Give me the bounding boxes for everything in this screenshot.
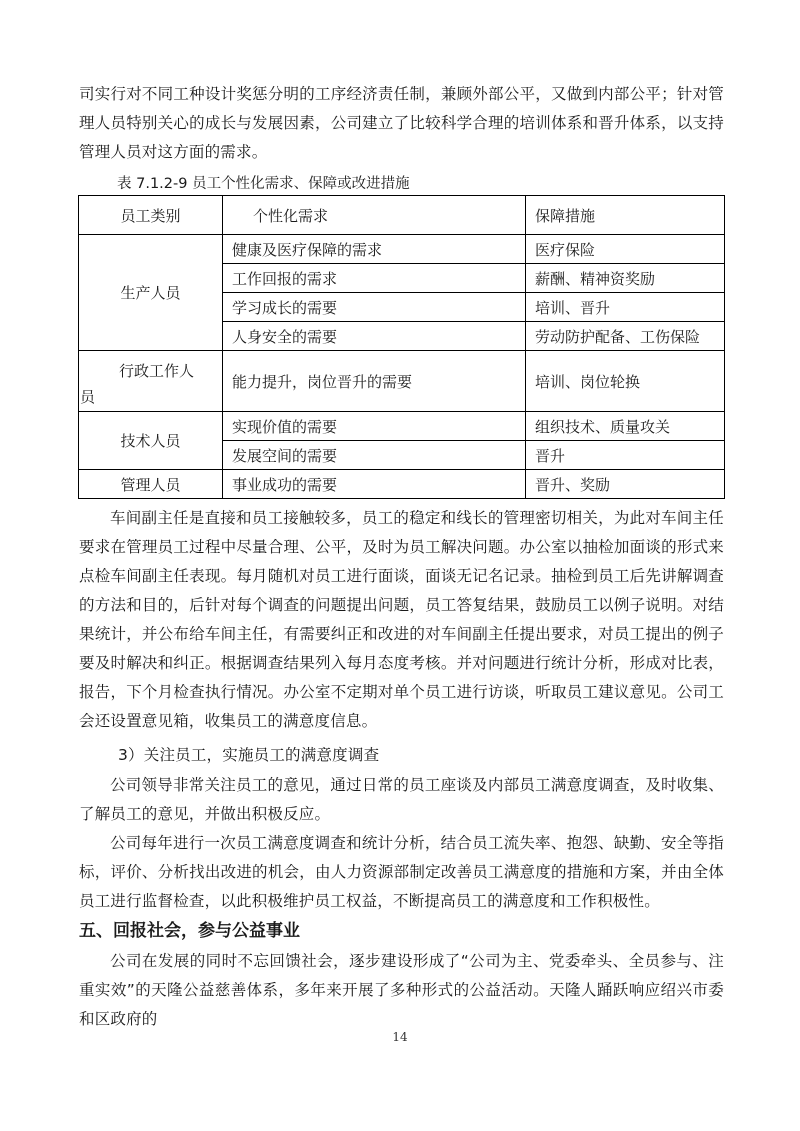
need-cell: 健康及医疗保障的需求: [223, 235, 526, 264]
need-cell: 实现价值的需要: [223, 412, 526, 441]
need-cell: 工作回报的需求: [223, 264, 526, 293]
employee-needs-table: [78, 195, 725, 499]
header-employee-category: 员工类别: [79, 196, 223, 235]
need-cell: 学习成长的需要: [223, 293, 526, 322]
paragraph-incentive-system: 司实行对不同工种设计奖惩分明的工序经济责任制，兼顾外部公平，又做到内部公平；针对管理人员特别关心的成长与发展因素，公司建立了比较科学合理的培训体系和晋升体系，以支持管理人员对这方面的需求。: [79, 85, 724, 161]
page-number: 14: [392, 1030, 408, 1044]
paragraph-deputy-director-review: 车间副主任是直接和员工接触较多，员工的稳定和线长的管理密切相关，为此对车间主任要求在管理员工过程中尽量合理、公平，及时为员工解决问题。办公室以抽检加面谈的形式来点检车间副主任表现。每月随机对员工进行面谈，面谈无记名记录。抽检到员工后先讲解调查的方法和目的，后针对每个调查的问题提出问题，员工答复结果，鼓励员工以例子说明。对结果统计，并公布给车间主任，有需要纠正和改进的对车间副主任提出要求，对员工提出的例子要及时解决和纠正。根据调查结果列入每月态度考核。并对问题进行统计分析，形成对比表，报告，下个月检查执行情况。办公室不定期对单个员工进行访谈，听取员工建议意见。公司工会还设置意见箱，收集员工的满意度信息。: [79, 509, 724, 730]
table-row: [79, 351, 725, 412]
category-technical-staff: 技术人员: [79, 412, 223, 470]
category-admin-staff-line2: 员: [80, 388, 96, 406]
measure-cell: 培训、晋升: [526, 293, 725, 322]
table-caption: 表 7.1.2-9 员工个性化需求、保障或改进措施: [117, 176, 410, 192]
header-measures: 保障措施: [526, 196, 725, 235]
category-management-staff: 管理人员: [79, 470, 223, 499]
category-admin-staff-line1: 行政工作人: [119, 362, 195, 380]
section-heading: 五、回报社会，参与公益事业: [79, 921, 300, 941]
measure-cell: 晋升: [526, 441, 725, 470]
table-row: [79, 470, 725, 499]
measure-cell: 组织技术、质量攻关: [526, 412, 725, 441]
measure-cell: 薪酬、精神资奖励: [526, 264, 725, 293]
need-cell: 发展空间的需要: [223, 441, 526, 470]
paragraph-leadership-attention: 公司领导非常关注员工的意见，通过日常的员工座谈及内部员工满意度调查，及时收集、了解员工的意见，并做出积极反应。: [79, 776, 724, 823]
category-production-staff: 生产人员: [79, 235, 223, 351]
table-row: [79, 235, 725, 264]
table-header-row: [79, 196, 725, 235]
table-row: [79, 412, 725, 441]
need-cell: 能力提升，岗位晋升的需要: [223, 351, 526, 412]
measure-cell: 培训、岗位轮换: [526, 351, 725, 412]
category-admin-staff: [79, 351, 223, 412]
measure-cell: 医疗保险: [526, 235, 725, 264]
measure-cell: 劳动防护配备、工伤保险: [526, 322, 725, 351]
need-cell: 事业成功的需要: [223, 470, 526, 499]
paragraph-social-giving: 公司在发展的同时不忘回馈社会，逐步建设形成了“公司为主、党委牵头、全员参与、注重实效”的天隆公益慈善体系，多年来开展了多种形式的公益活动。天隆人踊跃响应绍兴市委和区政府的: [79, 952, 724, 1028]
need-cell: 人身安全的需要: [223, 322, 526, 351]
measure-cell: 晋升、奖励: [526, 470, 725, 499]
list-item-satisfaction-survey: 3）关注员工，实施员工的满意度调查: [118, 746, 380, 764]
header-personal-needs: 个性化需求: [223, 196, 526, 235]
paragraph-annual-survey: 公司每年进行一次员工满意度调查和统计分析，结合员工流失率、抱怨、缺勤、安全等指标，评价、分析找出改进的机会，由人力资源部制定改善员工满意度的措施和方案，并由全体员工进行监督检查，以此积极维护员工权益，不断提高员工的满意度和工作积极性。: [79, 834, 724, 910]
